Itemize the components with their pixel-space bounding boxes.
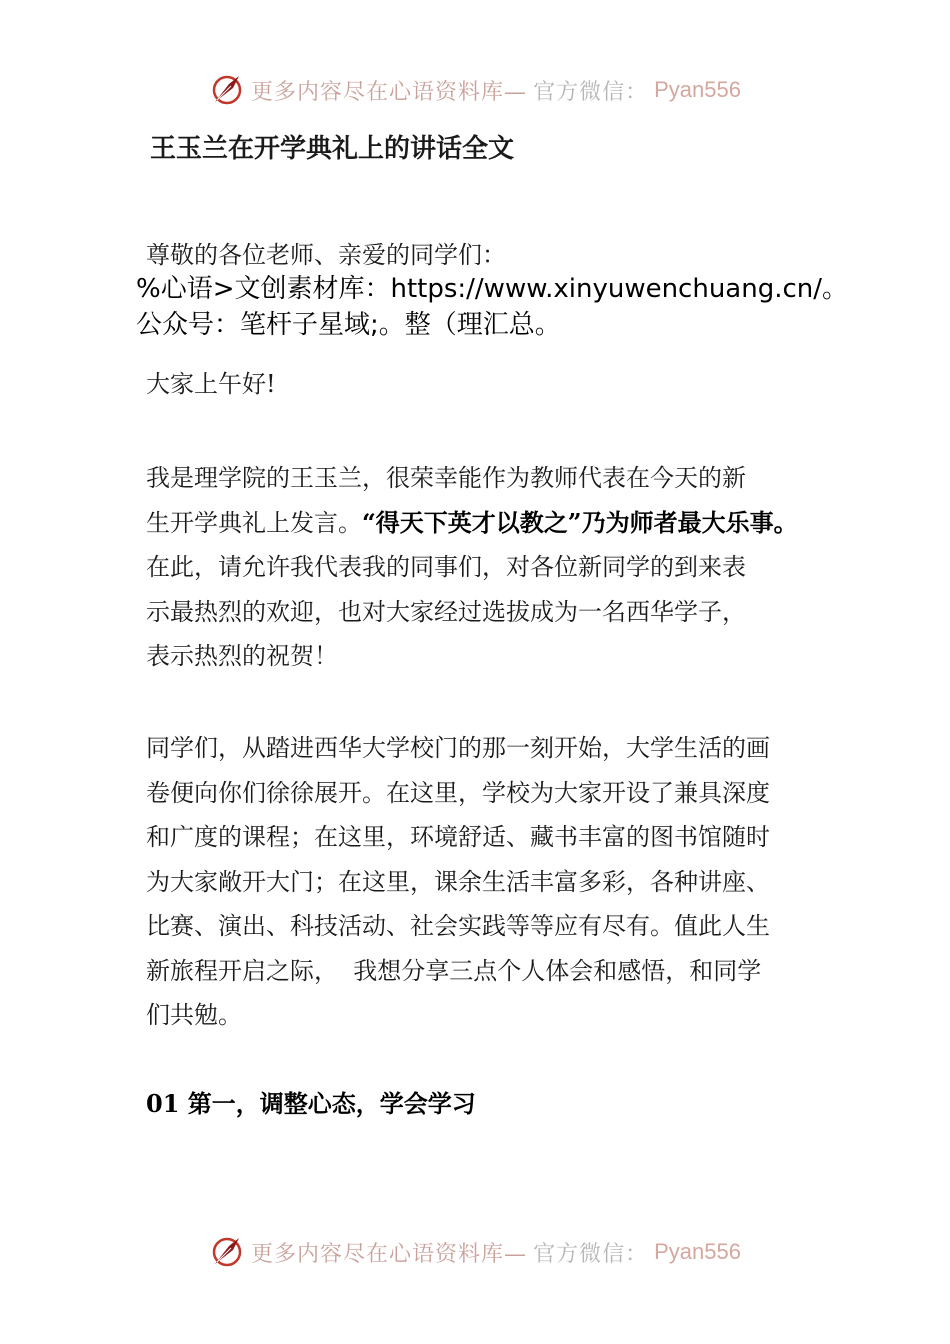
paragraph-1-line-3: 在此，请允许我代表我的同事们，对各位新同学的到来表 — [146, 553, 746, 581]
paragraph-2-line-4: 为大家敞开大门；在这里，课余生活丰富多彩，各种讲座、 — [146, 867, 770, 896]
paragraph-1-line-1: 我是理学院的王玉兰，很荣幸能作为教师代表在今天的新 — [146, 464, 746, 492]
quote-emphasis: “得天下英才以教之”乃为师者最大乐事。 — [362, 507, 798, 537]
quill-pen-logo-icon — [209, 1234, 245, 1270]
footer-banner-main-text: 更多内容尽在心语资料库— — [251, 1241, 528, 1267]
paragraph-2-line-3: 和广度的课程；在这里，环境舒适、藏书丰富的图书馆随时 — [146, 823, 770, 851]
hello-line: 大家上午好! — [146, 370, 276, 398]
banner-wechat-label: 官方微信： — [533, 79, 649, 105]
banner-wechat-id: Pyan556 — [654, 77, 741, 102]
paragraph-1 — [146, 456, 826, 679]
paragraph-1-line-5: 表示热烈的祝贺！ — [146, 642, 338, 670]
footer-banner — [0, 1234, 950, 1270]
document-title: 王玉兰在开学典礼上的讲话全文 — [150, 134, 515, 164]
quill-pen-logo-icon — [209, 72, 245, 108]
header-banner — [0, 72, 950, 108]
source-line-1: %心语>文创素材库：https://www.xinyuwenchuang.cn/。 — [136, 274, 849, 304]
source-line-2: 公众号：笔杆子星域;。整（理汇总。 — [136, 310, 561, 340]
section-heading: 01 第一，调整心态，学会学习 — [146, 1089, 476, 1118]
greeting: 尊敬的各位老师、亲爱的同学们： — [146, 241, 506, 269]
hello-paragraph — [146, 362, 826, 407]
paragraph-2 — [146, 726, 826, 1038]
paragraph-2-line-2: 卷便向你们徐徐展开。在这里，学校为大家开设了兼具深度 — [146, 778, 770, 807]
paragraph-2-line-7: 们共勉。 — [146, 1001, 242, 1029]
paragraph-1-line-4: 示最热烈的欢迎，也对大家经过选拔成为一名西华学子， — [146, 597, 746, 626]
paragraph-2-line-5: 比赛、演出、科技活动、社会实践等等应有尽有。值此人生 — [146, 912, 770, 940]
paragraph-1-line-2-text: 生开学典礼上发言。 — [146, 508, 362, 537]
paragraph-2-line-1: 同学们，从踏进西华大学校门的那一刻开始，大学生活的画 — [146, 734, 770, 762]
banner-main-text: 更多内容尽在心语资料库— — [251, 79, 528, 105]
footer-banner-wechat-id: Pyan556 — [654, 1239, 741, 1264]
footer-banner-wechat-label: 官方微信： — [533, 1241, 649, 1267]
paragraph-1-line-2 — [146, 501, 826, 546]
paragraph-2-line-6: 新旅程开启之际， 我想分享三点个人体会和感悟，和同学 — [146, 956, 762, 985]
